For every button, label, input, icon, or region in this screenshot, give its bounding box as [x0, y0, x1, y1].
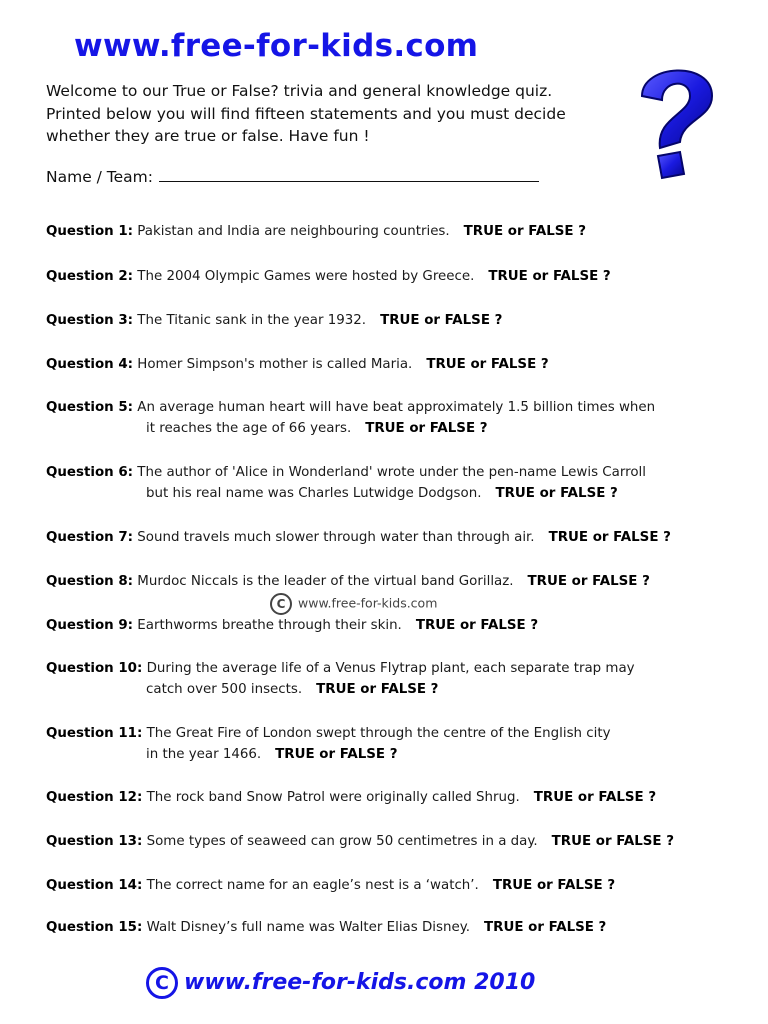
- question-text: Some types of seaweed can grow 50 centimetres in a day.: [146, 834, 538, 849]
- name-team-blank[interactable]: [159, 165, 539, 182]
- true-false-label: TRUE or FALSE ?: [426, 357, 549, 372]
- true-false-label: TRUE or FALSE ?: [527, 574, 650, 589]
- question-continuation: [46, 419, 746, 440]
- true-false-label: TRUE or FALSE ?: [488, 269, 611, 284]
- question-label: Question 7:: [46, 530, 134, 545]
- question-text-continued: but his real name was Charles Lutwidge Dodgson.: [146, 485, 482, 501]
- question-text-continued: it reaches the age of 66 years.: [146, 420, 352, 436]
- question-item: [46, 876, 746, 897]
- question-text: Murdoc Niccals is the leader of the virtual band Gorillaz.: [137, 574, 514, 589]
- true-false-label: TRUE or FALSE ?: [548, 530, 671, 545]
- question-item: [46, 311, 746, 332]
- true-false-label: TRUE or FALSE ?: [463, 224, 586, 239]
- question-text: The rock band Snow Patrol were originally called Shrug.: [146, 790, 520, 805]
- question-text: Sound travels much slower through water than through air.: [137, 530, 535, 545]
- question-label: Question 3:: [46, 313, 134, 328]
- true-false-label: TRUE or FALSE ?: [365, 420, 488, 436]
- question-item: [46, 832, 746, 853]
- true-false-label: TRUE or FALSE ?: [492, 878, 616, 893]
- question-item: [46, 355, 746, 376]
- question-text: An average human heart will have beat approximately 1.5 billion times when: [137, 400, 656, 415]
- true-false-label: TRUE or FALSE ?: [275, 746, 398, 762]
- true-false-label: TRUE or FALSE ?: [551, 834, 674, 849]
- question-item: [46, 267, 746, 288]
- question-text: Pakistan and India are neighbouring countries.: [137, 224, 450, 239]
- question-text: The author of 'Alice in Wonderland' wrote under the pen-name Lewis Carroll: [137, 465, 646, 480]
- question-text-continued: in the year 1466.: [146, 746, 262, 762]
- true-false-label: TRUE or FALSE ?: [533, 790, 657, 805]
- question-label: Question 2:: [46, 269, 134, 284]
- question-text: Walt Disney’s full name was Walter Elias Disney.: [146, 920, 470, 935]
- question-mark-icon: [620, 56, 720, 188]
- copyright-icon: C: [146, 967, 178, 999]
- question-text: The Titanic sank in the year 1932.: [137, 313, 367, 328]
- site-title: www.free-for-kids.com: [74, 28, 479, 64]
- question-text: The correct name for an eagle’s nest is a ‘watch’.: [146, 878, 479, 893]
- question-text-continued: catch over 500 insects.: [146, 681, 303, 697]
- question-item: [46, 528, 746, 549]
- question-item: [46, 222, 746, 243]
- true-false-label: TRUE or FALSE ?: [415, 618, 539, 633]
- question-label: Question 11:: [46, 726, 143, 741]
- watermark: [270, 593, 437, 615]
- question-item: [46, 572, 746, 593]
- question-continuation: [46, 745, 746, 766]
- question-label: Question 13:: [46, 834, 143, 849]
- question-label: Question 1:: [46, 224, 134, 239]
- question-label: Question 8:: [46, 574, 134, 589]
- true-false-label: TRUE or FALSE ?: [380, 313, 503, 328]
- question-continuation: [46, 484, 746, 505]
- intro-text: Welcome to our True or False? trivia and general knowledge quiz. Printed below you will find fifteen statements and you must decide whether they are true or false. Have fun !: [46, 82, 566, 145]
- name-team-label: Name / Team:: [46, 168, 153, 186]
- question-label: Question 10:: [46, 661, 143, 676]
- footer: [146, 967, 535, 999]
- name-team-line: [46, 165, 539, 186]
- question-text: Earthworms breathe through their skin.: [137, 618, 402, 633]
- question-item: [46, 918, 746, 939]
- question-item: [46, 616, 746, 637]
- question-label: Question 14:: [46, 878, 143, 893]
- question-label: Question 9:: [46, 618, 134, 633]
- footer-text: www.free-for-kids.com 2010: [184, 970, 536, 995]
- watermark-text: www.free-for-kids.com: [298, 595, 438, 611]
- true-false-label: TRUE or FALSE ?: [484, 920, 607, 935]
- question-text: During the average life of a Venus Flytrap plant, each separate trap may: [146, 661, 635, 676]
- question-text: Homer Simpson's mother is called Maria.: [137, 357, 413, 372]
- question-item: [46, 788, 746, 809]
- question-text: The 2004 Olympic Games were hosted by Greece.: [137, 269, 475, 284]
- question-label: Question 15:: [46, 920, 143, 935]
- true-false-label: TRUE or FALSE ?: [495, 485, 618, 501]
- question-label: Question 6:: [46, 465, 134, 480]
- question-text: The Great Fire of London swept through the centre of the English city: [146, 726, 611, 741]
- question-item: [46, 724, 746, 765]
- question-label: Question 4:: [46, 357, 134, 372]
- question-continuation: [46, 680, 746, 701]
- question-label: Question 12:: [46, 790, 143, 805]
- question-item: [46, 463, 746, 504]
- question-label: Question 5:: [46, 400, 134, 415]
- true-false-label: TRUE or FALSE ?: [316, 681, 439, 697]
- copyright-icon: C: [270, 593, 292, 615]
- question-item: [46, 398, 746, 439]
- question-item: [46, 659, 746, 700]
